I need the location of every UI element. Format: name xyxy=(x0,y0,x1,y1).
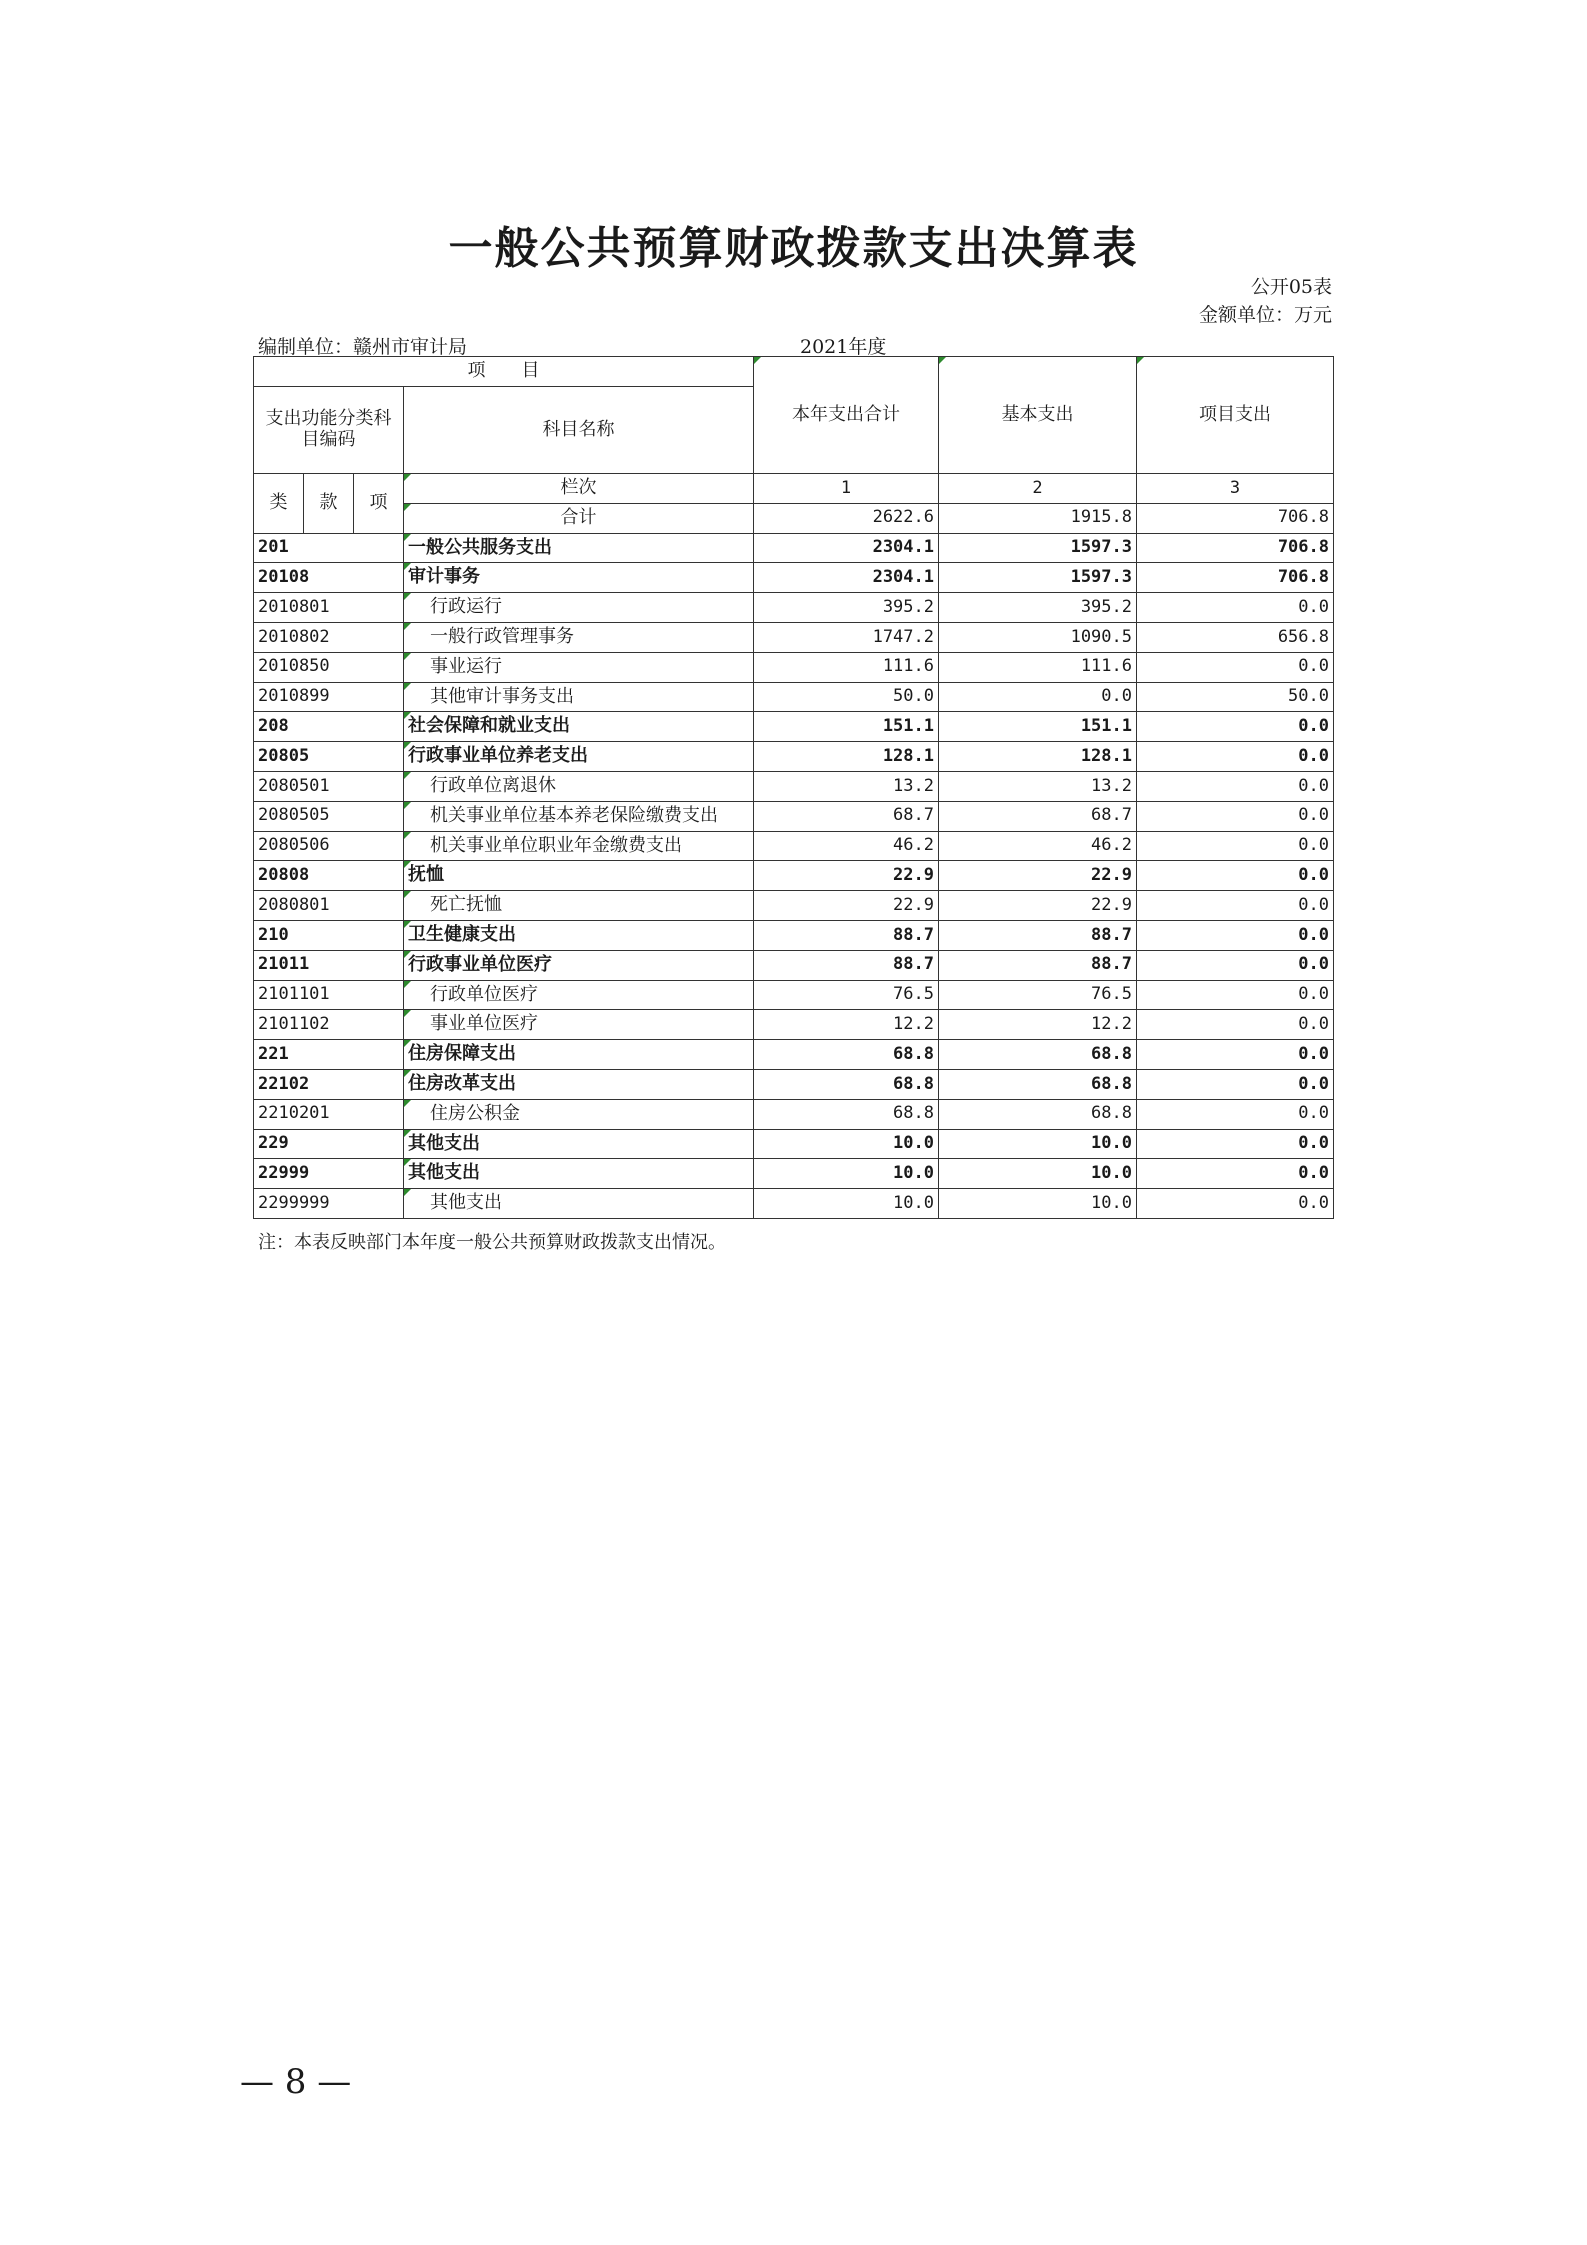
table-row xyxy=(254,652,1334,682)
table-row xyxy=(254,1069,1334,1099)
row-basic: 68.7 xyxy=(939,801,1137,831)
row-project: 0.0 xyxy=(1137,950,1334,980)
row-basic: 68.8 xyxy=(939,1099,1137,1129)
row-project: 0.0 xyxy=(1137,1129,1334,1159)
row-project: 0.0 xyxy=(1137,831,1334,861)
table-row xyxy=(254,593,1334,623)
fiscal-year: 2021年度 xyxy=(800,336,887,358)
row-project: 0.0 xyxy=(1137,980,1334,1010)
row-code: 2010850 xyxy=(254,652,404,682)
row-total: 10.0 xyxy=(754,1189,939,1219)
row-project: 0.0 xyxy=(1137,1159,1334,1189)
row-name: 机关事业单位基本养老保险缴费支出 xyxy=(404,801,754,831)
row-basic: 128.1 xyxy=(939,742,1137,772)
row-total: 151.1 xyxy=(754,712,939,742)
header-col-index: 栏次 xyxy=(404,474,754,504)
row-project: 0.0 xyxy=(1137,891,1334,921)
row-total: 46.2 xyxy=(754,831,939,861)
row-total: 2304.1 xyxy=(754,563,939,593)
row-name: 其他支出 xyxy=(404,1159,754,1189)
row-code: 210 xyxy=(254,920,404,950)
table-row xyxy=(254,801,1334,831)
row-total: 2304.1 xyxy=(754,533,939,563)
header-lei: 类 xyxy=(254,474,304,534)
row-project: 50.0 xyxy=(1137,682,1334,712)
table-row xyxy=(254,533,1334,563)
row-project: 0.0 xyxy=(1137,1099,1334,1129)
row-total: 128.1 xyxy=(754,742,939,772)
row-project: 0.0 xyxy=(1137,1010,1334,1040)
row-basic: 88.7 xyxy=(939,950,1137,980)
table-row xyxy=(254,712,1334,742)
row-code: 21011 xyxy=(254,950,404,980)
row-code: 208 xyxy=(254,712,404,742)
row-basic: 151.1 xyxy=(939,712,1137,742)
row-basic: 12.2 xyxy=(939,1010,1137,1040)
row-total: 10.0 xyxy=(754,1159,939,1189)
row-basic: 88.7 xyxy=(939,920,1137,950)
row-name: 社会保障和就业支出 xyxy=(404,712,754,742)
row-total: 22.9 xyxy=(754,861,939,891)
total-basic: 1915.8 xyxy=(939,503,1137,533)
table-row xyxy=(254,1040,1334,1070)
row-name: 住房改革支出 xyxy=(404,1069,754,1099)
row-project: 0.0 xyxy=(1137,861,1334,891)
row-total: 13.2 xyxy=(754,771,939,801)
row-total: 395.2 xyxy=(754,593,939,623)
table-row xyxy=(254,1099,1334,1129)
row-code: 22999 xyxy=(254,1159,404,1189)
row-name: 一般公共服务支出 xyxy=(404,533,754,563)
row-total: 88.7 xyxy=(754,950,939,980)
row-name: 住房公积金 xyxy=(404,1099,754,1129)
row-total: 12.2 xyxy=(754,1010,939,1040)
row-code: 201 xyxy=(254,533,404,563)
header-kuan: 款 xyxy=(304,474,354,534)
row-name: 一般行政管理事务 xyxy=(404,622,754,652)
row-total: 22.9 xyxy=(754,891,939,921)
row-basic: 1597.3 xyxy=(939,533,1137,563)
row-basic: 1090.5 xyxy=(939,622,1137,652)
header-basic: 基本支出 xyxy=(939,357,1137,474)
col-index-3: 3 xyxy=(1137,474,1334,504)
row-basic: 10.0 xyxy=(939,1129,1137,1159)
row-code: 2080801 xyxy=(254,891,404,921)
header-name: 科目名称 xyxy=(404,386,754,473)
form-number: 公开05表 xyxy=(1250,276,1332,298)
row-basic: 68.8 xyxy=(939,1069,1137,1099)
row-code: 2010802 xyxy=(254,622,404,652)
row-basic: 111.6 xyxy=(939,652,1137,682)
row-code: 2010899 xyxy=(254,682,404,712)
total-row xyxy=(254,503,1334,533)
row-name: 行政单位离退休 xyxy=(404,771,754,801)
row-project: 0.0 xyxy=(1137,1069,1334,1099)
row-name: 行政单位医疗 xyxy=(404,980,754,1010)
row-basic: 68.8 xyxy=(939,1040,1137,1070)
total-amount: 2622.6 xyxy=(754,503,939,533)
header-item: 项 目 xyxy=(254,357,754,387)
row-code: 20108 xyxy=(254,563,404,593)
row-code: 2080505 xyxy=(254,801,404,831)
row-name: 机关事业单位职业年金缴费支出 xyxy=(404,831,754,861)
table-row xyxy=(254,1010,1334,1040)
row-total: 68.7 xyxy=(754,801,939,831)
row-total: 68.8 xyxy=(754,1069,939,1099)
row-project: 706.8 xyxy=(1137,533,1334,563)
page-number: — 8 — xyxy=(240,2062,352,2102)
table-row xyxy=(254,861,1334,891)
row-total: 68.8 xyxy=(754,1099,939,1129)
row-name: 其他支出 xyxy=(404,1189,754,1219)
table-row xyxy=(254,1129,1334,1159)
row-basic: 0.0 xyxy=(939,682,1137,712)
row-total: 10.0 xyxy=(754,1129,939,1159)
row-project: 0.0 xyxy=(1137,593,1334,623)
col-index-1: 1 xyxy=(754,474,939,504)
table-row xyxy=(254,831,1334,861)
row-basic: 22.9 xyxy=(939,891,1137,921)
row-basic: 10.0 xyxy=(939,1159,1137,1189)
row-project: 0.0 xyxy=(1137,712,1334,742)
table-row xyxy=(254,771,1334,801)
row-total: 50.0 xyxy=(754,682,939,712)
table-note: 注：本表反映部门本年度一般公共预算财政拨款支出情况。 xyxy=(258,1232,726,1253)
header-xiang: 项 xyxy=(354,474,404,534)
row-code: 20808 xyxy=(254,861,404,891)
row-basic: 76.5 xyxy=(939,980,1137,1010)
row-basic: 10.0 xyxy=(939,1189,1137,1219)
row-code: 2299999 xyxy=(254,1189,404,1219)
table-body xyxy=(254,533,1334,1218)
row-basic: 22.9 xyxy=(939,861,1137,891)
row-name: 事业运行 xyxy=(404,652,754,682)
table-row xyxy=(254,920,1334,950)
row-name: 其他审计事务支出 xyxy=(404,682,754,712)
compiling-unit: 编制单位：赣州市审计局 xyxy=(258,336,468,358)
table-row xyxy=(254,980,1334,1010)
row-project: 706.8 xyxy=(1137,563,1334,593)
table-row xyxy=(254,1159,1334,1189)
row-code: 221 xyxy=(254,1040,404,1070)
header-total: 本年支出合计 xyxy=(754,357,939,474)
row-code: 2010801 xyxy=(254,593,404,623)
row-name: 住房保障支出 xyxy=(404,1040,754,1070)
row-name: 行政事业单位养老支出 xyxy=(404,742,754,772)
row-project: 0.0 xyxy=(1137,1189,1334,1219)
row-total: 111.6 xyxy=(754,652,939,682)
row-total: 76.5 xyxy=(754,980,939,1010)
total-project: 706.8 xyxy=(1137,503,1334,533)
table-row xyxy=(254,1189,1334,1219)
row-name: 行政事业单位医疗 xyxy=(404,950,754,980)
row-code: 2080506 xyxy=(254,831,404,861)
row-project: 0.0 xyxy=(1137,652,1334,682)
row-name: 其他支出 xyxy=(404,1129,754,1159)
table-row xyxy=(254,950,1334,980)
row-code: 2210201 xyxy=(254,1099,404,1129)
row-code: 2101101 xyxy=(254,980,404,1010)
row-code: 2080501 xyxy=(254,771,404,801)
table-row xyxy=(254,742,1334,772)
table-row xyxy=(254,682,1334,712)
table-row xyxy=(254,891,1334,921)
header-project: 项目支出 xyxy=(1137,357,1334,474)
row-name: 事业单位医疗 xyxy=(404,1010,754,1040)
table-row xyxy=(254,622,1334,652)
row-code: 229 xyxy=(254,1129,404,1159)
expenditure-table xyxy=(253,356,1334,1219)
row-project: 0.0 xyxy=(1137,801,1334,831)
col-index-2: 2 xyxy=(939,474,1137,504)
row-code: 2101102 xyxy=(254,1010,404,1040)
page-title: 一般公共预算财政拨款支出决算表 xyxy=(448,223,1139,274)
row-name: 行政运行 xyxy=(404,593,754,623)
row-name: 抚恤 xyxy=(404,861,754,891)
table-row xyxy=(254,563,1334,593)
row-code: 22102 xyxy=(254,1069,404,1099)
row-code: 20805 xyxy=(254,742,404,772)
row-total: 1747.2 xyxy=(754,622,939,652)
header-code-group: 支出功能分类科目编码 xyxy=(254,386,404,473)
row-project: 0.0 xyxy=(1137,920,1334,950)
row-total: 68.8 xyxy=(754,1040,939,1070)
row-project: 656.8 xyxy=(1137,622,1334,652)
row-project: 0.0 xyxy=(1137,742,1334,772)
table-header xyxy=(254,357,1334,534)
row-project: 0.0 xyxy=(1137,771,1334,801)
row-basic: 1597.3 xyxy=(939,563,1137,593)
row-basic: 395.2 xyxy=(939,593,1137,623)
total-label: 合计 xyxy=(404,503,754,533)
row-name: 卫生健康支出 xyxy=(404,920,754,950)
row-project: 0.0 xyxy=(1137,1040,1334,1070)
row-total: 88.7 xyxy=(754,920,939,950)
row-name: 死亡抚恤 xyxy=(404,891,754,921)
amount-unit: 金额单位：万元 xyxy=(1198,304,1332,326)
row-name: 审计事务 xyxy=(404,563,754,593)
row-basic: 13.2 xyxy=(939,771,1137,801)
row-basic: 46.2 xyxy=(939,831,1137,861)
